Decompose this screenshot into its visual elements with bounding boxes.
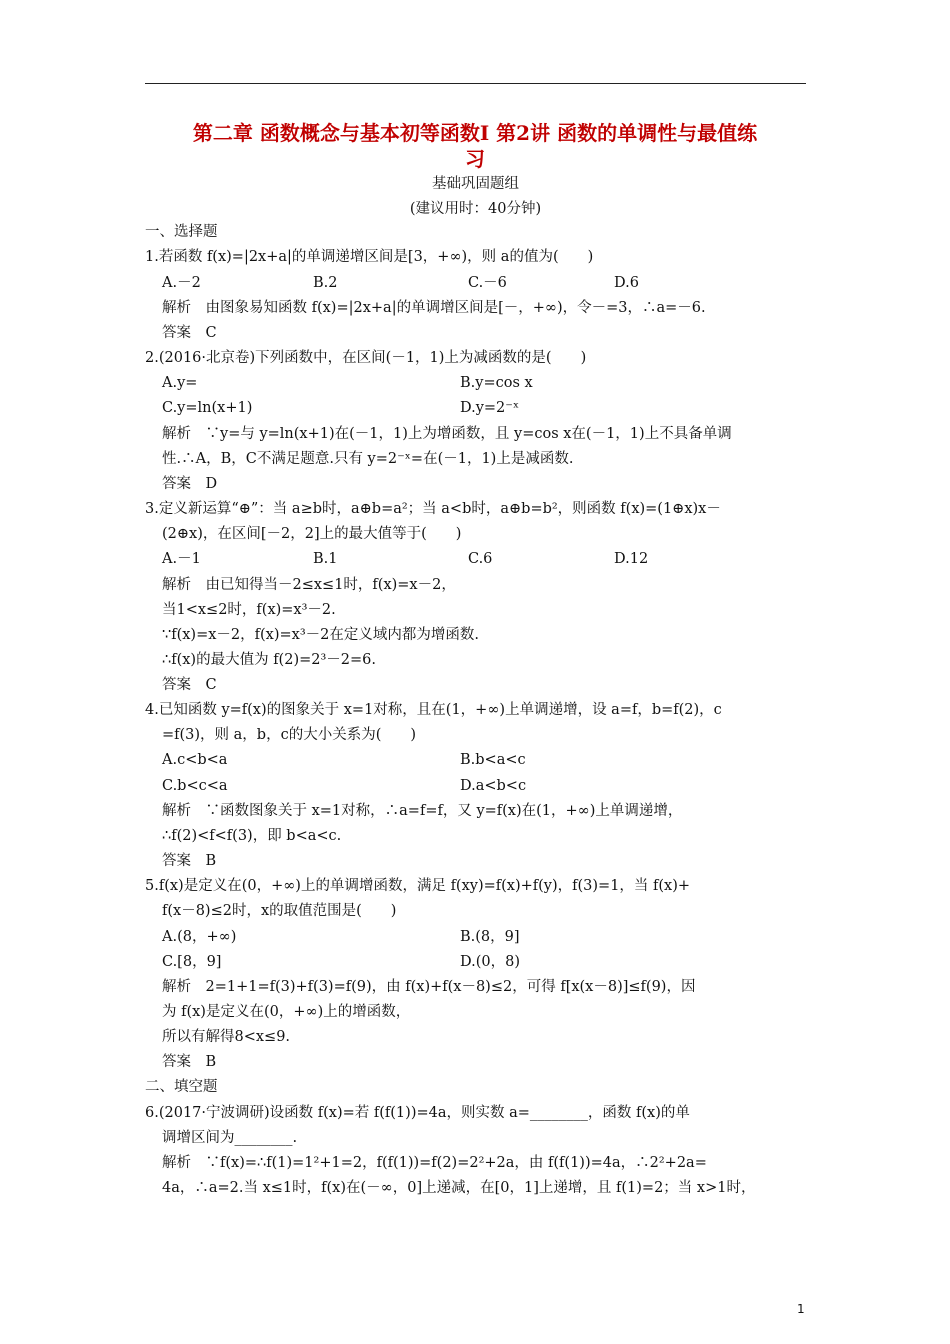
q4-option-a: A.c<b<a	[162, 752, 228, 768]
q2-option-d: D.y=2⁻ˣ	[460, 400, 520, 416]
q6-stem-1: 6.(2017·宁波调研)设函数 f(x)=若 f(f(1))=4a，则实数 a=________，函数 f(x)的单	[145, 1105, 690, 1121]
q3-analysis-4: ∴f(x)的最大值为 f(2)=2³－2=6.	[162, 652, 376, 668]
q4-stem-2: =f(3)，则 a，b，c的大小关系为( )	[162, 727, 417, 743]
q2-option-b: B.y=cos x	[460, 375, 533, 391]
q6-analysis-2: 4a，∴a=2.当 x≤1时，f(x)在(－∞，0]上递减，在[0，1]上递增，且 f(1)=2；当 x>1时，	[162, 1180, 756, 1196]
q6-stem-2: 调增区间为________.	[162, 1130, 298, 1146]
q5-option-c: C.[8，9]	[162, 954, 222, 970]
q4-option-d: D.a<b<c	[460, 778, 527, 794]
q1-option-a: A.－2	[162, 275, 201, 291]
q6-analysis-1: 解析 ∵f(x)=∴f(1)=1²+1=2，f(f(1))=f(2)=2²+2a，由 f(f(1))=4a，∴2²+2a=	[162, 1155, 707, 1171]
q3-analysis-1: 解析 由已知得当－2≤x≤1时，f(x)=x－2，	[162, 577, 456, 593]
document-title	[140, 120, 810, 172]
q4-option-b: B.b<a<c	[460, 752, 526, 768]
q4-analysis-1: 解析 ∵函数图象关于 x=1对称，∴a=f=f，又 y=f(x)在(1，+∞)上单调递增，	[162, 803, 683, 819]
q1-analysis: 解析 由图象易知函数 f(x)=|2x+a|的单调增区间是[－，+∞)，令－=3，∴a=－6.	[162, 300, 706, 316]
title-line-2: 习	[465, 147, 485, 171]
q3-analysis-2: 当1<x≤2时，f(x)=x³－2.	[162, 602, 336, 618]
q2-analysis-2: 性.∴A，B，C不满足题意.只有 y=2⁻ˣ=在(－1，1)上是减函数.	[162, 451, 574, 467]
time-note: (建议用时：40分钟)	[409, 201, 542, 217]
q2-analysis-1: 解析 ∵y=与 y=ln(x+1)在(－1，1)上为增函数，且 y=cos x在(－1，1)上不具备单调	[162, 426, 732, 442]
q5-option-a: A.(8，+∞)	[162, 929, 237, 945]
q3-answer: 答案 C	[162, 677, 217, 693]
q4-stem-1: 4.已知函数 y=f(x)的图象关于 x=1对称，且在(1，+∞)上单调递增，设 a=f，b=f(2)，c	[145, 702, 722, 718]
q3-option-c: C.6	[468, 551, 493, 567]
q2-answer: 答案 D	[162, 476, 218, 492]
q2-stem: 2.(2016·北京卷)下列函数中，在区间(－1，1)上为减函数的是( )	[145, 350, 587, 366]
q5-stem-1: 5.f(x)是定义在(0，+∞)上的单调增函数，满足 f(xy)=f(x)+f(y)，f(3)=1，当 f(x)+	[145, 878, 691, 894]
q3-analysis-3: ∵f(x)=x－2，f(x)=x³－2在定义域内都为增函数.	[162, 627, 479, 643]
subtitle: 基础巩固题组	[432, 176, 519, 192]
title-line-1: 第二章 函数概念与基本初等函数Ⅰ 第2讲 函数的单调性与最值练	[192, 121, 758, 145]
q1-option-d: D.6	[614, 275, 639, 291]
q3-option-a: A.－1	[162, 551, 201, 567]
q5-analysis-2: 为 f(x)是定义在(0，+∞)上的增函数，	[162, 1004, 411, 1020]
q5-answer: 答案 B	[162, 1054, 217, 1070]
q1-answer: 答案 C	[162, 325, 217, 341]
q1-option-c: C.－6	[468, 275, 507, 291]
page-number: 1	[797, 1302, 805, 1316]
q3-option-b: B.1	[313, 551, 338, 567]
q5-option-d: D.(0，8)	[460, 954, 520, 970]
header-rule	[145, 83, 806, 84]
q4-analysis-2: ∴f(2)<f<f(3)，即 b<a<c.	[162, 828, 342, 844]
q5-analysis-3: 所以有解得8<x≤9.	[162, 1029, 291, 1045]
q3-option-d: D.12	[614, 551, 649, 567]
q5-stem-2: f(x－8)≤2时，x的取值范围是( )	[162, 903, 397, 919]
section-fill: 二、填空题	[145, 1079, 218, 1095]
q1-stem: 1.若函数 f(x)=|2x+a|的单调递增区间是[3，+∞)，则 a的值为( )	[145, 249, 594, 265]
q1-option-b: B.2	[313, 275, 338, 291]
q3-stem-1: 3.定义新运算“⊕”：当 a≥b时，a⊕b=a²；当 a<b时，a⊕b=b²，则函数 f(x)=(1⊕x)x－	[145, 501, 721, 517]
q2-option-a: A.y=	[162, 375, 198, 391]
q2-option-c: C.y=ln(x+1)	[162, 400, 253, 416]
q4-answer: 答案 B	[162, 853, 217, 869]
q5-analysis-1: 解析 2=1+1=f(3)+f(3)=f(9)，由 f(x)+f(x－8)≤2，可得 f[x(x－8)]≤f(9)，因	[162, 979, 696, 995]
q3-stem-2: (2⊕x)，在区间[－2，2]上的最大值等于( )	[162, 526, 462, 542]
section-choice: 一、选择题	[145, 224, 218, 240]
q5-option-b: B.(8，9]	[460, 929, 520, 945]
q4-option-c: C.b<c<a	[162, 778, 228, 794]
